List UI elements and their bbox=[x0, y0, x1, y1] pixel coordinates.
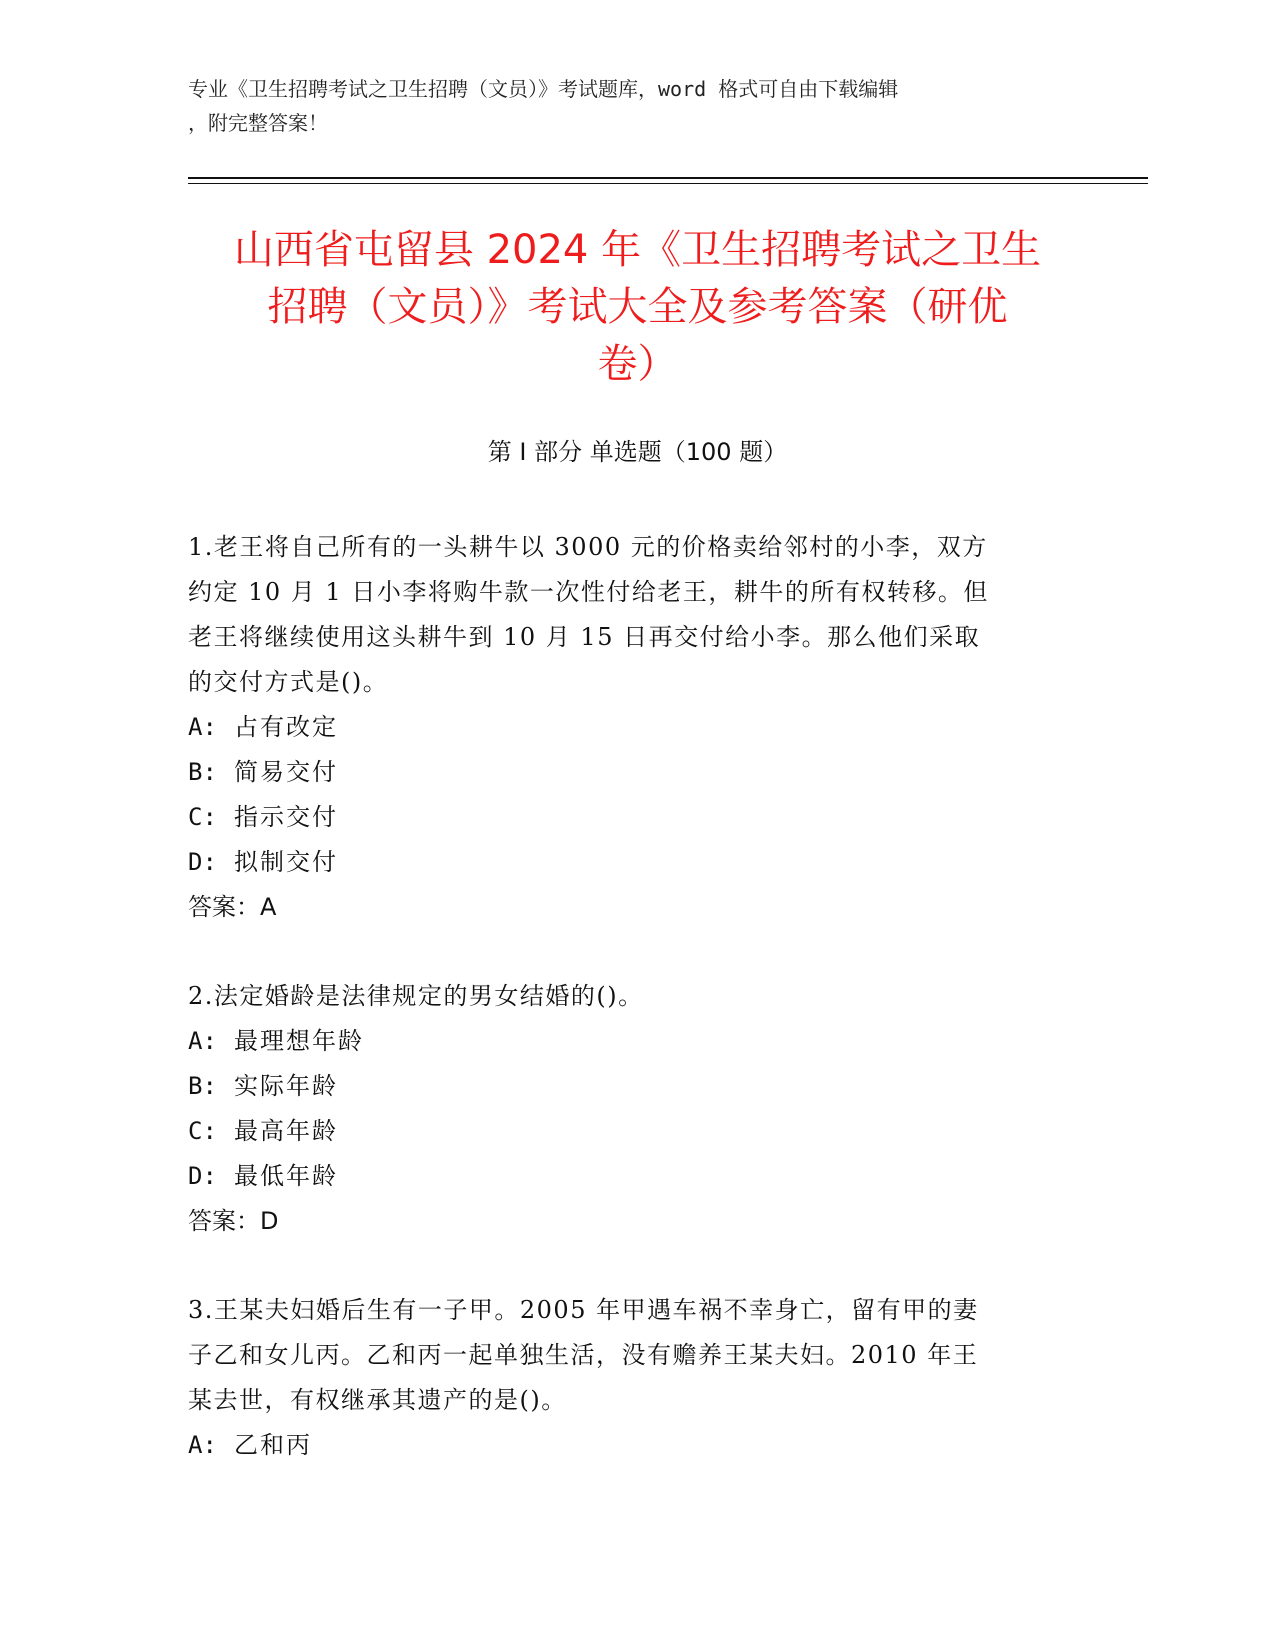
question-stem-line: 1.老王将自己所有的一头耕牛以 3000 元的价格卖给邻村的小李，双方 bbox=[188, 533, 988, 561]
option-c bbox=[188, 1109, 1078, 1154]
question-stem-line: 子乙和女儿丙。乙和丙一起单独生活，没有赡养王某夫妇。2010 年王 bbox=[188, 1341, 979, 1369]
option-key: A: bbox=[188, 713, 217, 741]
answer-line: 答案：A bbox=[188, 893, 277, 921]
question-item bbox=[188, 1288, 1078, 1468]
header-note-line: ，附完整答案！ bbox=[188, 111, 328, 135]
option-key: D: bbox=[188, 1162, 217, 1190]
question-stem-line: 的交付方式是()。 bbox=[188, 668, 389, 696]
option-text: 最低年龄 bbox=[234, 1162, 338, 1190]
option-d bbox=[188, 840, 1078, 885]
option-key: B: bbox=[188, 758, 217, 786]
option-d bbox=[188, 1154, 1078, 1199]
document-title bbox=[160, 222, 1115, 393]
title-line: 招聘（文员）》考试大全及参考答案（研优 bbox=[267, 284, 1008, 330]
title-line: 卷） bbox=[597, 341, 678, 387]
option-b bbox=[188, 750, 1078, 795]
option-text: 占有改定 bbox=[234, 713, 338, 741]
option-key: D: bbox=[188, 848, 217, 876]
question-item bbox=[188, 525, 1078, 930]
title-line: 山西省屯留县 2024 年《卫生招聘考试之卫生 bbox=[233, 227, 1042, 273]
header-note bbox=[188, 72, 1078, 140]
header-note-line: 专业《卫生招聘考试之卫生招聘（文员）》考试题库，word 格式可自由下载编辑 bbox=[188, 77, 899, 101]
question-stem-line: 某去世，有权继承其遗产的是()。 bbox=[188, 1386, 567, 1414]
question-list bbox=[188, 525, 1078, 1512]
option-a bbox=[188, 1019, 1078, 1064]
option-key: C: bbox=[188, 803, 217, 831]
option-key: A: bbox=[188, 1431, 217, 1459]
option-text: 指示交付 bbox=[234, 803, 338, 831]
question-stem-line: 3.王某夫妇婚后生有一子甲。2005 年甲遇车祸不幸身亡，留有甲的妻 bbox=[188, 1296, 979, 1324]
question-stem-line: 2.法定婚龄是法律规定的男女结婚的()。 bbox=[188, 982, 644, 1010]
option-text: 最高年龄 bbox=[234, 1117, 338, 1145]
option-b bbox=[188, 1064, 1078, 1109]
option-text: 简易交付 bbox=[234, 758, 338, 786]
section-title: 第 I 部分 单选题（100 题） bbox=[487, 438, 788, 466]
option-key: A: bbox=[188, 1027, 217, 1055]
question-item bbox=[188, 974, 1078, 1244]
option-text: 实际年龄 bbox=[234, 1072, 338, 1100]
option-text: 乙和丙 bbox=[234, 1431, 312, 1459]
option-key: B: bbox=[188, 1072, 217, 1100]
option-text: 拟制交付 bbox=[234, 848, 338, 876]
option-c bbox=[188, 795, 1078, 840]
header-divider-thin bbox=[188, 183, 1148, 184]
question-stem-line: 约定 10 月 1 日小李将购牛款一次性付给老王，耕牛的所有权转移。但 bbox=[188, 578, 989, 606]
option-a bbox=[188, 705, 1078, 750]
option-text: 最理想年龄 bbox=[234, 1027, 364, 1055]
question-stem-line: 老王将继续使用这头耕牛到 10 月 15 日再交付给小李。那么他们采取 bbox=[188, 623, 981, 651]
answer-line: 答案：D bbox=[188, 1207, 279, 1235]
option-a bbox=[188, 1423, 1078, 1468]
header-divider bbox=[188, 177, 1148, 179]
option-key: C: bbox=[188, 1117, 217, 1145]
